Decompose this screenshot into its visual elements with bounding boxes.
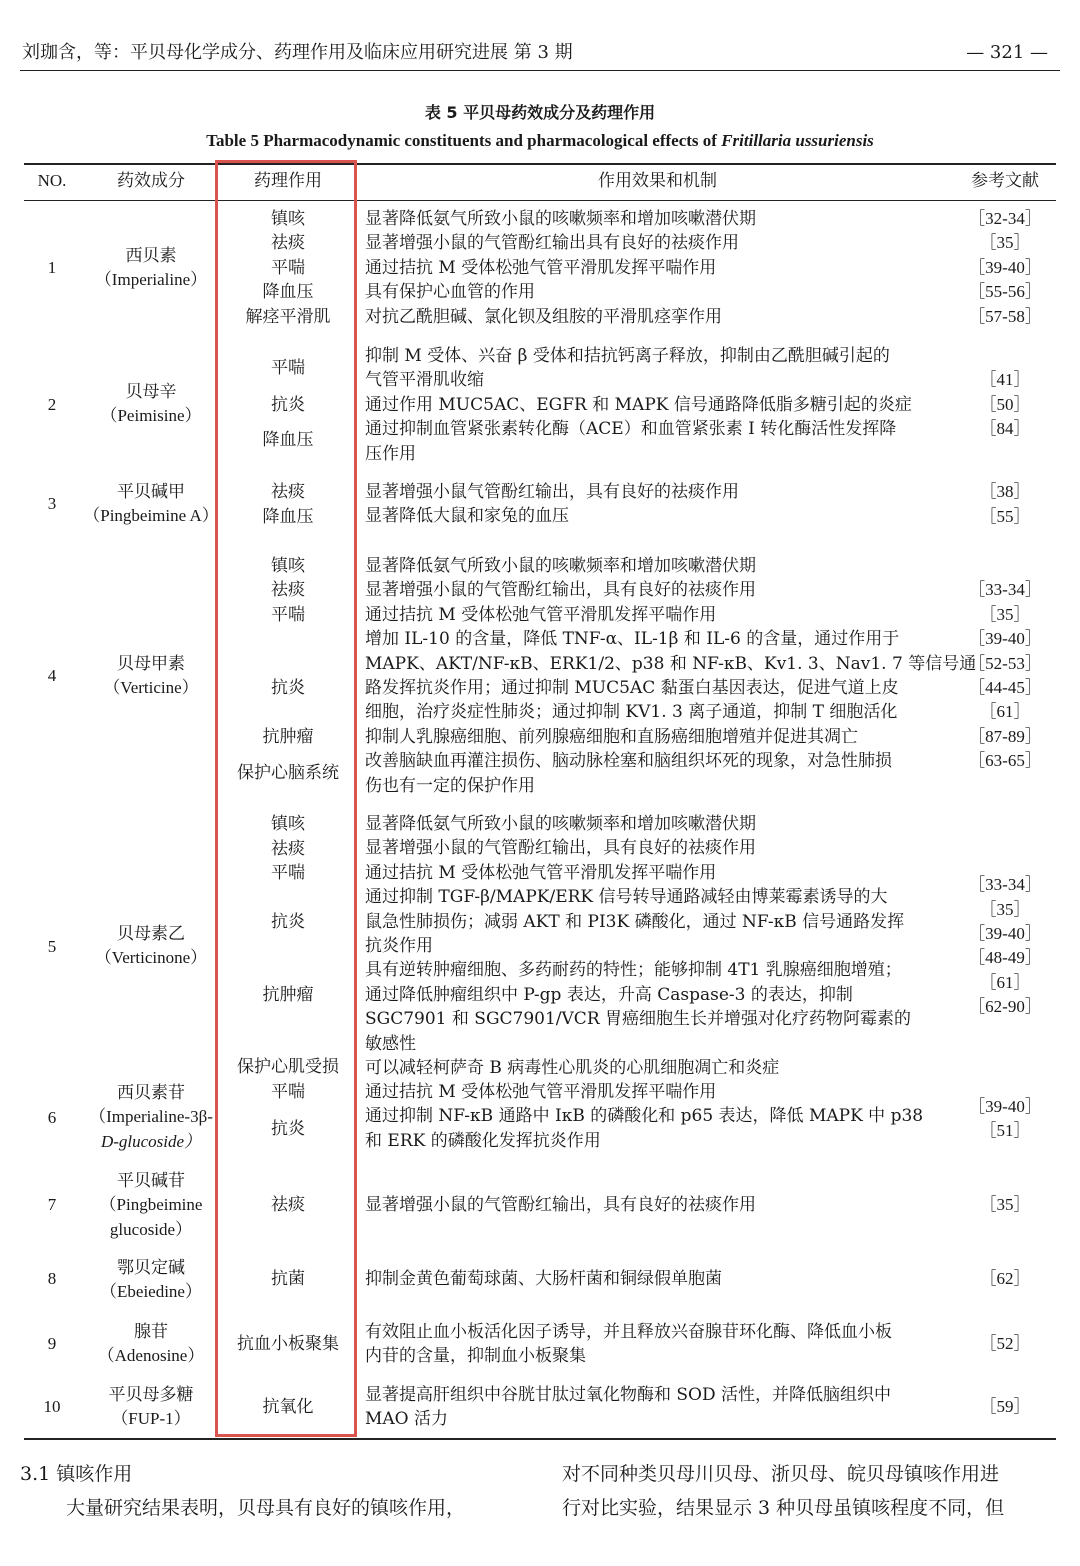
- reference: ［61］: [979, 702, 1031, 721]
- mechanism-text: 显著提高肝组织中谷胱甘肽过氧化物酶和 SOD 活性，并降低脑组织中: [365, 1385, 892, 1405]
- reference: ［32-34］: [968, 209, 1042, 228]
- mechanism-text: 改善脑缺血再灌注损伤、脑动脉栓塞和脑组织坏死的现象，对急性肺损: [365, 751, 892, 772]
- table-bottom-rule: [24, 1438, 1056, 1440]
- reference: ［55-56］: [968, 282, 1042, 302]
- reference: ［59］: [979, 1397, 1031, 1416]
- reference: ［35］: [979, 900, 1031, 919]
- row-number: 1: [47, 258, 57, 277]
- component-name: glucoside）: [109, 1219, 193, 1239]
- pharmacological-effect: 抗氧化: [262, 1397, 314, 1417]
- mechanism-text: 抑制金黄色葡萄球菌、大肠杆菌和铜绿假单胞菌: [365, 1269, 722, 1289]
- pharmacological-effect: 抗炎: [271, 678, 305, 698]
- reference: ［63-65］: [968, 751, 1042, 770]
- reference: ［35］: [979, 1195, 1031, 1214]
- pharmacological-effect: 保护心脑系统: [237, 763, 339, 783]
- col-header-component: 药效成分: [117, 171, 185, 191]
- col-header-mechanism: 作用效果和机制: [598, 171, 717, 191]
- mechanism-text: 显著增强小鼠的气管酚红输出，具有良好的祛痰作用: [365, 838, 756, 859]
- pharmacological-effect: 镇咳: [271, 556, 305, 576]
- table-caption-en-text: Table 5 Pharmacodynamic constituents and pharmacological effects of: [206, 131, 722, 150]
- component-name: 腺苷: [134, 1322, 168, 1342]
- row-number: 4: [47, 666, 57, 685]
- mechanism-text: 通过作用 MUC5AC、EGFR 和 MAPK 信号通路降低脂多糖引起的炎症: [365, 394, 912, 415]
- pharmacological-effect: 抗炎: [271, 395, 305, 415]
- row-number: 6: [47, 1108, 57, 1127]
- component-name: （Pingbeimine: [99, 1195, 203, 1215]
- component-name: （Adenosine）: [97, 1346, 205, 1366]
- mechanism-text: 通过拮抗 M 受体松弛气管平滑肌发挥平喘作用: [365, 1082, 717, 1102]
- pharmacological-effect: 平喘: [271, 605, 305, 625]
- reference: ［33-34］: [968, 580, 1042, 599]
- component-name: D-glucoside）: [100, 1131, 202, 1151]
- component-name: 平贝碱苷: [117, 1171, 185, 1191]
- mechanism-text: 路发挥抗炎作用；通过抑制 MUC5AC 黏蛋白基因表达，促进气道上皮: [365, 678, 899, 698]
- body-text-right-1: 对不同种类贝母川贝母、浙贝母、皖贝母镇咳作用进: [562, 1463, 1000, 1485]
- pharmacological-effect: 抗炎: [271, 912, 305, 932]
- reference: ［39-40］: [968, 629, 1042, 648]
- pharmacological-effect: 祛痰: [271, 482, 305, 502]
- pharmacological-effect: 镇咳: [271, 209, 305, 229]
- mechanism-text: 显著增强小鼠气管酚红输出，具有良好的祛痰作用: [365, 482, 739, 502]
- page-number: — 321 —: [966, 42, 1048, 63]
- reference: ［87-89］: [968, 727, 1042, 746]
- mechanism-text: 通过拮抗 M 受体松弛气管平滑肌发挥平喘作用: [365, 257, 717, 278]
- reference: ［62］: [979, 1269, 1031, 1288]
- mechanism-text: 伤也有一定的保护作用: [365, 775, 535, 796]
- col-header-effect: 药理作用: [254, 171, 322, 191]
- row-number: 10: [43, 1397, 61, 1416]
- row-number: 2: [47, 395, 57, 414]
- pharmacological-effect: 祛痰: [271, 839, 305, 859]
- component-name: （Imperialine）: [94, 270, 208, 290]
- table-caption-en: [0, 131, 1080, 151]
- reference: ［52-53］: [968, 654, 1042, 673]
- table-header-rule: [24, 200, 1056, 201]
- section-heading: 3.1 镇咳作用: [20, 1463, 133, 1485]
- pharmacological-effect: 降血压: [262, 430, 314, 450]
- mechanism-text: 显著降低氨气所致小鼠的咳嗽频率和增加咳嗽潜伏期: [365, 814, 756, 834]
- mechanism-text: 显著增强小鼠的气管酚红输出，具有良好的祛痰作用: [365, 580, 756, 601]
- mechanism-text: 通过降低肿瘤组织中 P-gp 表达，升高 Caspase-3 的表达，抑制: [365, 984, 853, 1005]
- reference: ［55］: [979, 507, 1031, 526]
- mechanism-text: 可以减轻柯萨奇 B 病毒性心肌炎的心肌细胞凋亡和炎症: [365, 1058, 780, 1078]
- mechanism-text: 增加 IL-10 的含量，降低 TNF-α、IL-1β 和 IL-6 的含量，通过作用于: [365, 629, 900, 650]
- mechanism-text: 显著降低氨气所致小鼠的咳嗽频率和增加咳嗽潜伏期: [365, 556, 756, 576]
- component-name: （Verticinone）: [94, 948, 208, 968]
- row-number: 7: [47, 1195, 57, 1214]
- mechanism-text: 抑制人乳腺癌细胞、前列腺癌细胞和直肠癌细胞增殖并促进其凋亡: [365, 726, 858, 747]
- pharmacological-effect: 抗肿瘤: [262, 727, 314, 747]
- pharmacological-effect: 镇咳: [271, 814, 305, 834]
- mechanism-text: MAPK、AKT/NF-κB、ERK1/2、p38 和 NF-κB、Kv1. 3、Nav1. 7 等信号通: [365, 653, 977, 674]
- mechanism-text: 显著增强小鼠的气管酚红输出具有良好的祛痰作用: [365, 233, 739, 254]
- row-number: 5: [47, 937, 57, 956]
- mechanism-text: 压作用: [365, 443, 416, 464]
- reference: ［39-40］: [968, 257, 1042, 277]
- pharmacological-effect: 解痉平滑肌: [245, 306, 331, 327]
- component-name: （Peimisine）: [100, 406, 202, 426]
- component-name: （Imperialine-3β-: [89, 1107, 213, 1127]
- body-text-left: 大量研究结果表明，贝母具有良好的镇咳作用，: [66, 1497, 466, 1519]
- running-header-title: 刘珈含，等：平贝母化学成分、药理作用及临床应用研究进展 第 3 期: [22, 42, 573, 63]
- reference: ［62-90］: [968, 997, 1042, 1016]
- table-top-rule: [24, 163, 1056, 165]
- mechanism-text: 细胞，治疗炎症性肺炎；通过抑制 KV1. 3 离子通道，抑制 T 细胞活化: [365, 702, 898, 723]
- component-name: 贝母辛: [125, 382, 177, 402]
- col-header-no: NO.: [37, 171, 67, 190]
- reference: ［57-58］: [968, 306, 1042, 326]
- pharmacological-effect: 平喘: [271, 358, 305, 378]
- reference: ［51］: [979, 1121, 1031, 1140]
- mechanism-text: 抑制 M 受体、兴奋 β 受体和拮抗钙离子释放，抑制由乙酰胆碱引起的: [365, 346, 890, 366]
- reference: ［33-34］: [968, 875, 1042, 894]
- mechanism-text: 气管平滑肌收缩: [365, 370, 484, 391]
- reference: ［35］: [979, 605, 1031, 624]
- reference: ［44-45］: [968, 678, 1042, 697]
- pharmacological-effect: 降血压: [262, 507, 314, 527]
- pharmacological-effect: 保护心肌受损: [237, 1057, 339, 1077]
- reference: ［39-40］: [968, 1097, 1042, 1116]
- reference: ［48-49］: [968, 948, 1042, 967]
- mechanism-text: 内苷的含量，抑制血小板聚集: [365, 1346, 586, 1367]
- component-name: 西贝素苷: [117, 1083, 185, 1103]
- component-name: （Verticine）: [103, 678, 199, 698]
- row-number: 9: [47, 1334, 57, 1353]
- reference: ［35］: [979, 233, 1031, 253]
- component-name: （Ebeiedine）: [100, 1282, 202, 1302]
- table-caption-cn: 表 5 平贝母药效成分及药理作用: [424, 103, 656, 122]
- pharmacological-effect: 抗菌: [271, 1269, 305, 1289]
- body-text-right-2: 行对比实验，结果显示 3 种贝母虽镇咳程度不同，但: [562, 1497, 1005, 1519]
- mechanism-text: 具有逆转肿瘤细胞、多药耐药的特性；能够抑制 4T1 乳腺癌细胞增殖；: [365, 960, 902, 981]
- component-name: 平贝碱甲: [117, 482, 185, 502]
- pharmacological-effect: 平喘: [271, 863, 305, 883]
- component-name: 贝母甲素: [117, 654, 185, 674]
- row-number: 3: [47, 494, 57, 513]
- effect-column-highlight: [215, 160, 357, 1437]
- pharmacological-effect: 抗血小板聚集: [237, 1334, 339, 1354]
- running-header: [20, 36, 1060, 71]
- reference: ［41］: [979, 370, 1031, 389]
- mechanism-text: 鼠急性肺损伤；减弱 AKT 和 PI3K 磷酸化，通过 NF-κB 信号通路发挥: [365, 911, 905, 932]
- reference: ［61］: [979, 973, 1031, 992]
- mechanism-text: 对抗乙酰胆碱、氯化钡及组胺的平滑肌痉挛作用: [365, 306, 722, 327]
- mechanism-text: 通过抑制 TGF-β/MAPK/ERK 信号转导通路减轻由博莱霉素诱导的大: [365, 887, 888, 908]
- reference: ［84］: [979, 419, 1031, 438]
- mechanism-text: 有效阻止血小板活化因子诱导，并且释放兴奋腺苷环化酶、降低血小板: [365, 1322, 892, 1342]
- mechanism-text: SGC7901 和 SGC7901/VCR 胃癌细胞生长并增强对化疗药物阿霉素的: [365, 1009, 912, 1030]
- mechanism-text: MAO 活力: [365, 1409, 449, 1430]
- table-caption-en-species: Fritillaria ussuriensis: [721, 131, 874, 150]
- row-number: 8: [47, 1269, 57, 1288]
- reference: ［39-40］: [968, 924, 1042, 943]
- pharmacological-effect: 平喘: [271, 1082, 305, 1102]
- mechanism-text: 具有保护心血管的作用: [365, 282, 535, 303]
- component-name: 鄂贝定碱: [117, 1258, 185, 1278]
- component-name: 贝母素乙: [117, 924, 185, 944]
- pharmacological-effect: 降血压: [262, 282, 314, 303]
- mechanism-text: 通过抑制血管紧张素转化酶（ACE）和血管紧张素 I 转化酶活性发挥降: [365, 419, 897, 440]
- mechanism-text: 显著降低氨气所致小鼠的咳嗽频率和增加咳嗽潜伏期: [365, 209, 756, 229]
- mechanism-text: 和 ERK 的磷酸化发挥抗炎作用: [365, 1130, 601, 1151]
- pharmacological-effect: 平喘: [271, 257, 305, 278]
- mechanism-text: 通过拮抗 M 受体松弛气管平滑肌发挥平喘作用: [365, 604, 717, 625]
- mechanism-text: 显著降低大鼠和家兔的血压: [365, 506, 569, 527]
- component-name: （Pingbeimine A）: [83, 506, 219, 526]
- reference: ［38］: [979, 482, 1031, 501]
- col-header-refs: 参考文献: [971, 171, 1039, 191]
- pharmacological-effect: 祛痰: [271, 1195, 305, 1215]
- reference: ［50］: [979, 395, 1031, 414]
- mechanism-text: 显著增强小鼠的气管酚红输出，具有良好的祛痰作用: [365, 1195, 756, 1215]
- mechanism-text: 抗炎作用: [365, 936, 433, 956]
- pharmacological-effect: 祛痰: [271, 580, 305, 600]
- component-name: （FUP-1）: [111, 1409, 191, 1429]
- pharmacological-effect: 抗炎: [271, 1119, 305, 1139]
- mechanism-text: 敏感性: [365, 1033, 416, 1054]
- component-name: 西贝素: [125, 246, 177, 266]
- reference: ［52］: [979, 1334, 1031, 1353]
- component-name: 平贝母多糖: [108, 1385, 194, 1405]
- pharmacological-effect: 抗肿瘤: [262, 985, 314, 1005]
- pharmacological-effect: 祛痰: [271, 233, 305, 254]
- mechanism-text: 通过抑制 NF-κB 通路中 IκB 的磷酸化和 p65 表达，降低 MAPK 中 p38: [365, 1106, 924, 1127]
- mechanism-text: 通过拮抗 M 受体松弛气管平滑肌发挥平喘作用: [365, 862, 717, 883]
